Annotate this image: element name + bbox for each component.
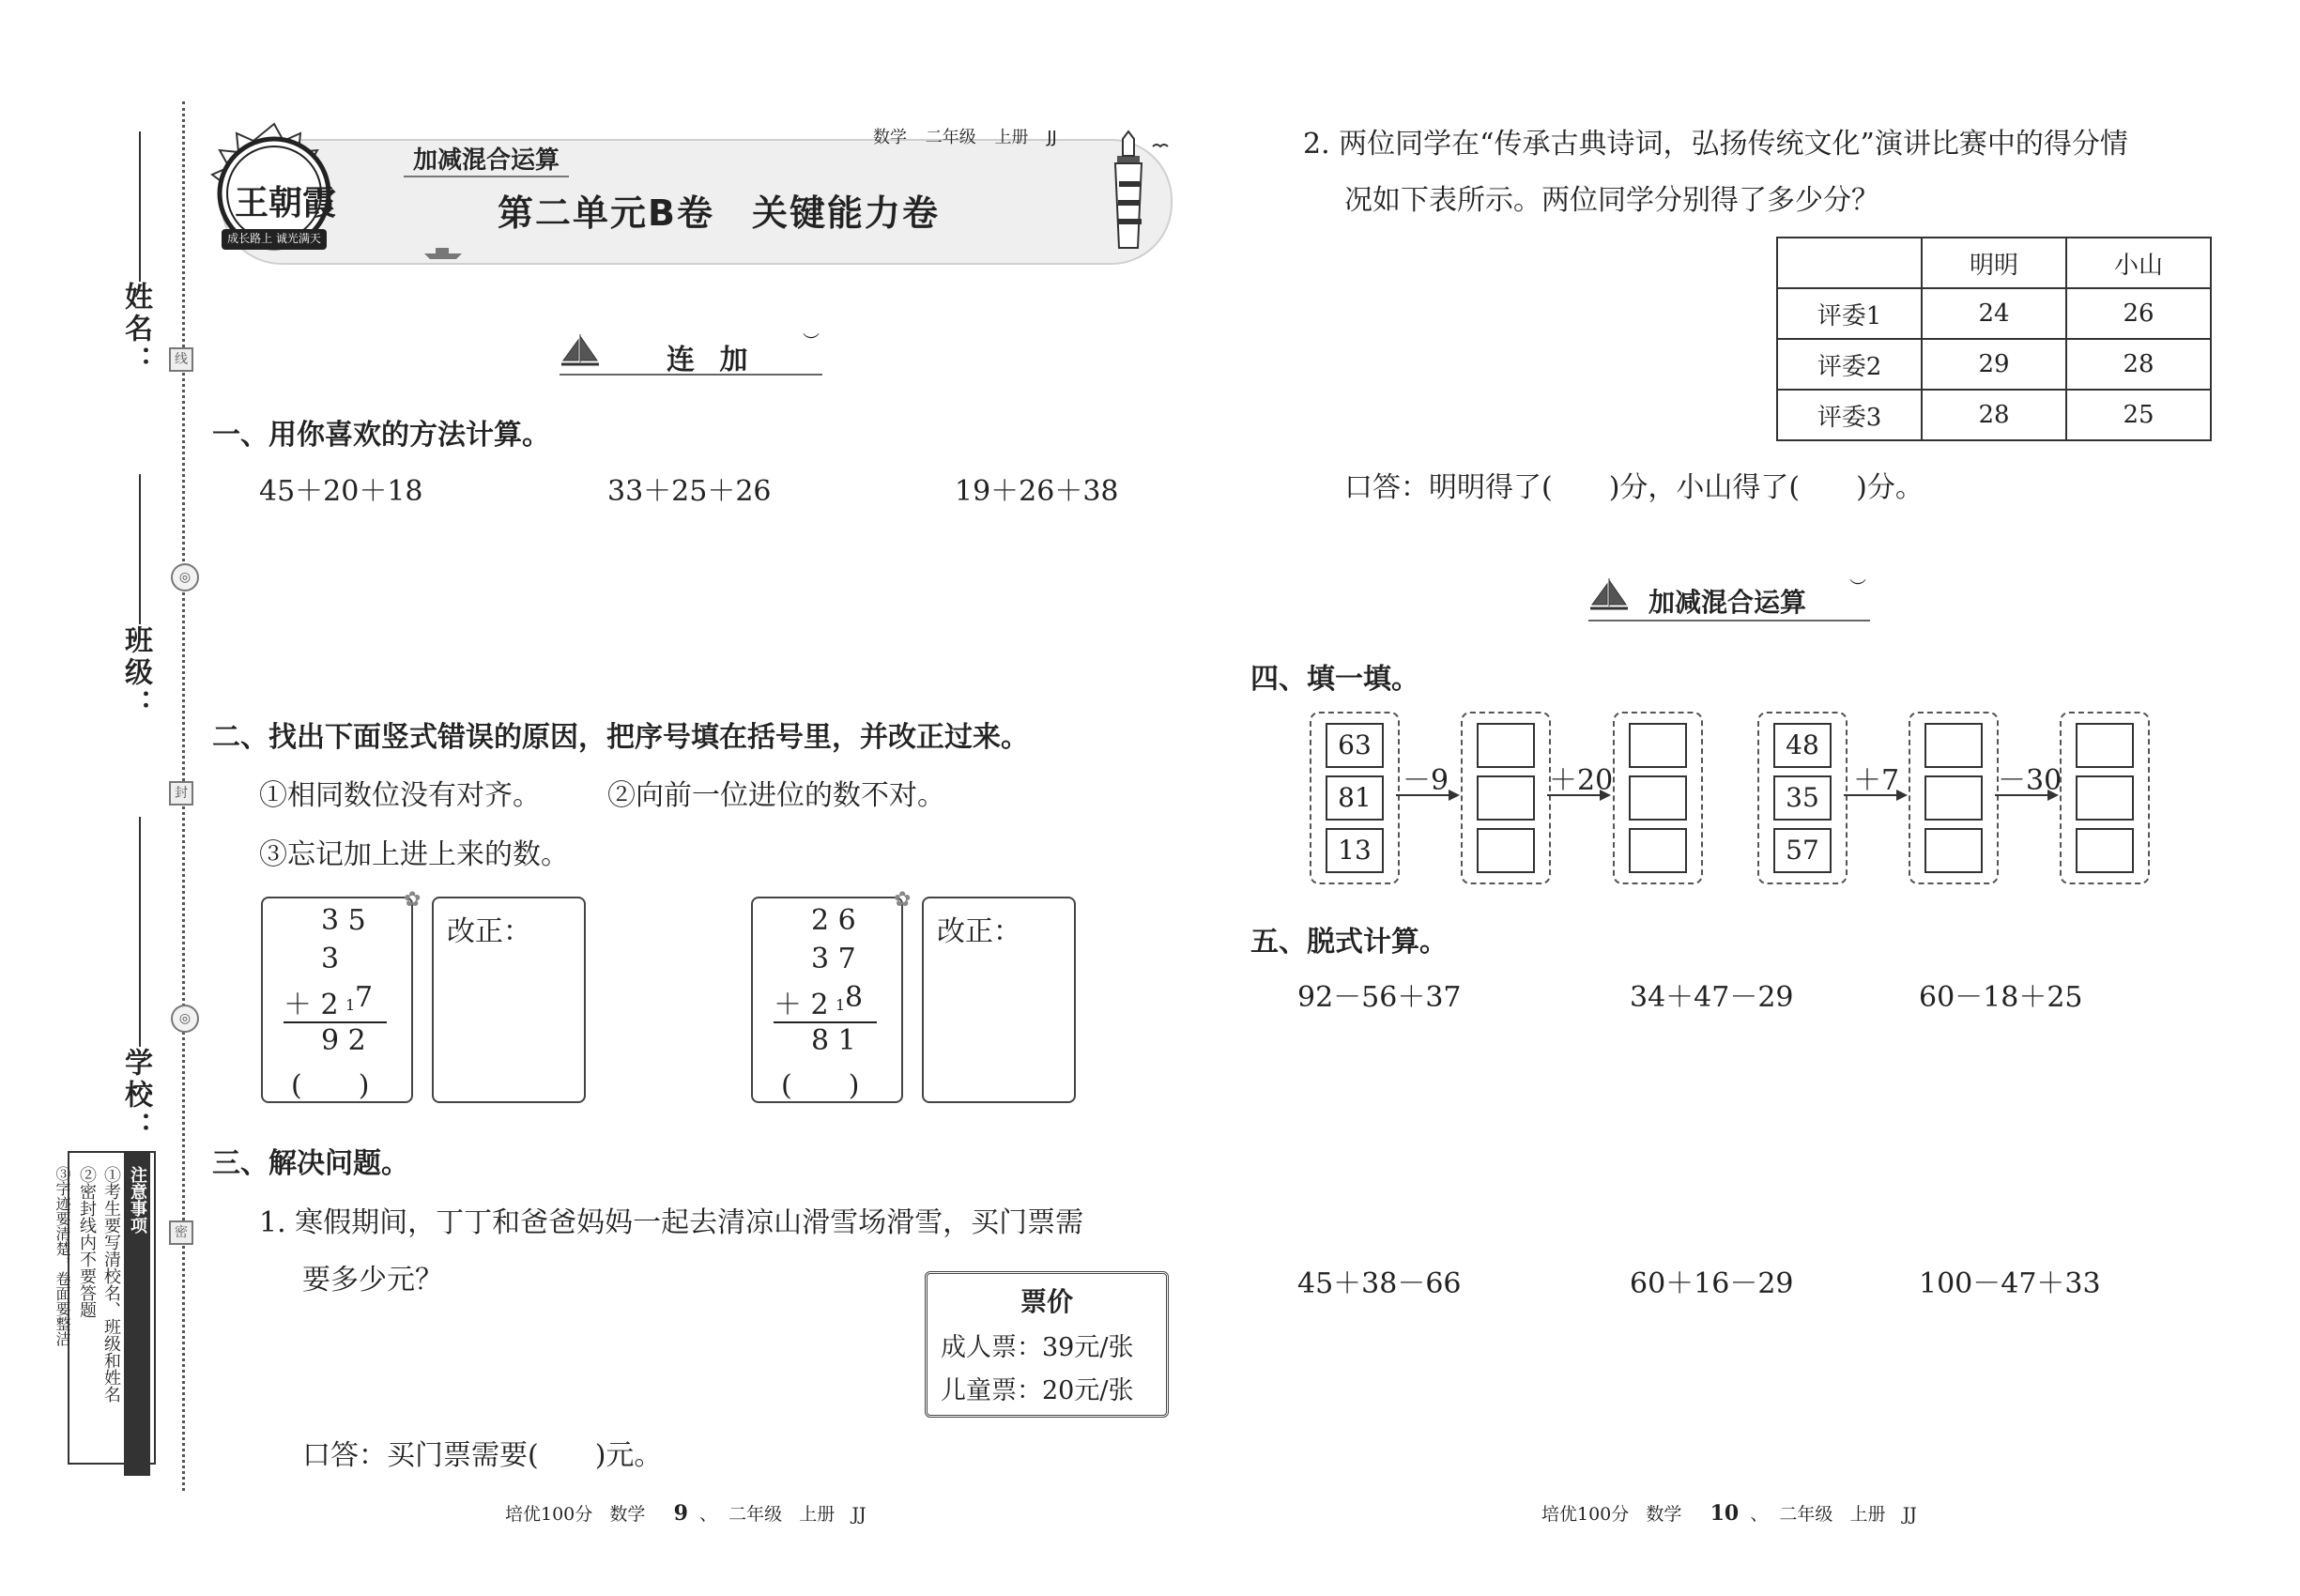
chain-start-value: 48 — [1773, 723, 1832, 768]
meta-term: 上册 — [994, 128, 1029, 147]
q3-problem-1-cont: 要多少元？ — [302, 1264, 443, 1297]
section-underline — [560, 374, 822, 376]
footer-version: JJ — [851, 1504, 866, 1525]
fix-box-2[interactable] — [922, 897, 1076, 1103]
chain-start-value: 57 — [1773, 828, 1832, 873]
q2-reason-3: ③忘记加上进上来的数。 — [259, 838, 569, 871]
arrow-icon — [1547, 794, 1609, 796]
q2-reason-1: ①相同数位没有对齐。 — [259, 779, 541, 812]
q1-title: 一、用你喜欢的方法计算。 — [212, 419, 550, 452]
chain1-step1-group — [1461, 712, 1551, 884]
q5-item: 60－18＋25 — [1919, 981, 2083, 1014]
arrow-icon — [1844, 794, 1906, 796]
q3-problem-2-cont: 况如下表所示。两位同学分别得了多少分？ — [1344, 184, 1879, 217]
calc-row: ＋ 2 — [774, 989, 829, 1021]
ticket-price-box — [925, 1271, 1169, 1418]
table-cell: 评委1 — [1777, 288, 1922, 339]
table-row — [1777, 339, 2211, 390]
calc-row: 3 — [321, 943, 340, 975]
footer-subject: 数学 — [1646, 1504, 1682, 1525]
answer-cell[interactable] — [1477, 828, 1535, 873]
calc-digit: 8 — [845, 981, 864, 1014]
name-field[interactable] — [139, 131, 141, 282]
fix-label: 改正： — [937, 915, 1021, 948]
ticket-title: 票价 — [1020, 1286, 1073, 1317]
calc-line — [774, 1021, 877, 1023]
unit-topic: 加减混合运算 — [404, 141, 569, 177]
ticket-adult: 成人票：39元/张 — [941, 1333, 1134, 1362]
footer-grade: 二年级 — [1779, 1504, 1833, 1525]
table-cell: 28 — [2066, 339, 2211, 390]
q3-answer[interactable]: 口答：买门票需要( )元。 — [302, 1439, 663, 1472]
q2-title: 二、找出下面竖式错误的原因，把序号填在括号里，并改正过来。 — [212, 721, 1029, 754]
page-number: 10 — [1710, 1501, 1740, 1526]
fix-box-1[interactable] — [432, 897, 586, 1103]
q5-item: 100－47＋33 — [1919, 1267, 2101, 1300]
q5-item: 92－56＋37 — [1297, 981, 1462, 1014]
table-header-row — [1777, 238, 2211, 288]
wrong-calc-box-1 — [261, 897, 413, 1103]
q5-item: 60＋16－29 — [1630, 1267, 1794, 1300]
table-cell: 25 — [2066, 390, 2211, 440]
table-cell: 评委2 — [1777, 339, 1922, 390]
arrow-icon — [1995, 794, 2057, 796]
clip-icon: ✿ — [894, 888, 912, 912]
notice-item: ②密封线内不要答题 — [77, 1166, 97, 1318]
calc-result: 9 2 — [321, 1024, 366, 1057]
chain1-op2: ＋20 — [1549, 764, 1614, 797]
answer-cell[interactable] — [1629, 723, 1687, 768]
q5-title: 五、脱式计算。 — [1250, 926, 1448, 959]
notice-item: ①考生要写清校名、班级和姓名 — [101, 1166, 121, 1403]
answer-paren[interactable]: ( ) — [781, 1069, 860, 1102]
lighthouse-icon — [1080, 128, 1183, 263]
answer-cell[interactable] — [1924, 723, 1983, 768]
q2-reason-2: ②向前一位进位的数不对。 — [607, 779, 945, 812]
chain-start-value: 13 — [1326, 828, 1384, 873]
chain2-op1: ＋7 — [1853, 764, 1900, 797]
q1-item: 33＋25＋26 — [607, 475, 772, 508]
meta-grade: 二年级 — [925, 128, 976, 147]
section-title-mixed: 加减混合运算 — [1648, 587, 1807, 618]
table-row — [1777, 390, 2211, 440]
footer-right: 培优100分 数学 10 、 二年级 上册 JJ — [1541, 1501, 1917, 1526]
q1-item: 45＋20＋18 — [259, 475, 423, 508]
wrong-calc-box-2 — [751, 897, 903, 1103]
answer-cell[interactable] — [1477, 723, 1535, 768]
table-header-cell — [1777, 238, 1922, 288]
table-cell: 28 — [1922, 390, 2066, 440]
section-title-lianjia: 连 加 — [667, 344, 756, 376]
answer-cell[interactable] — [1629, 775, 1687, 821]
chain2-step2-group — [2060, 712, 2150, 884]
footer-subject: 数学 — [609, 1504, 646, 1525]
table-cell: 评委3 — [1777, 390, 1922, 440]
page-title: 第二单元B卷 关键能力卷 — [498, 192, 940, 234]
calc-row: 3 7 — [811, 943, 856, 975]
binding-circle-icon: ◎ — [171, 563, 199, 591]
section-underline — [1588, 620, 1870, 622]
header-meta — [873, 124, 1070, 148]
calc-row: 2 6 — [811, 904, 856, 937]
chain-start-value: 63 — [1326, 723, 1384, 768]
chain1-op1: －9 — [1403, 764, 1449, 797]
school-label: 学校： — [119, 1048, 152, 1143]
answer-cell[interactable] — [2076, 723, 2134, 768]
binding-mark-seal: 封 — [169, 781, 193, 806]
notice-title: 注意事项 — [124, 1153, 150, 1476]
calc-row: 3 5 — [321, 904, 366, 937]
footer-brand: 培优100分 — [505, 1504, 593, 1525]
q5-item: 34＋47－29 — [1630, 981, 1794, 1014]
table-row — [1777, 288, 2211, 339]
table-header-cell: 小山 — [2066, 238, 2211, 288]
answer-cell[interactable] — [1477, 775, 1535, 821]
brand-name: 王朝霞 — [235, 184, 337, 223]
notice-box — [54, 1151, 156, 1465]
carry-digit: 1 — [836, 996, 846, 1014]
school-field[interactable] — [139, 817, 141, 1047]
table-cell: 24 — [1922, 288, 2066, 339]
chain-start-value: 81 — [1326, 775, 1384, 821]
name-label: 姓名： — [119, 282, 152, 377]
footer-brand: 培优100分 — [1541, 1504, 1630, 1525]
chain2-step1-group — [1909, 712, 1999, 884]
binding-circle-icon: ◎ — [171, 1005, 199, 1033]
answer-cell[interactable] — [1629, 828, 1687, 873]
chain2-start-group — [1757, 712, 1848, 884]
answer-cell[interactable] — [1924, 828, 1983, 873]
meta-subject: 数学 — [873, 128, 907, 147]
chain2-op2: －30 — [1998, 764, 2062, 797]
binding-mark-secret: 密 — [169, 1220, 193, 1245]
score-table — [1776, 237, 2212, 441]
notice-item: ③字迹要清楚，卷面要整洁 — [54, 1166, 71, 1346]
ticket-child: 儿童票：20元/张 — [941, 1376, 1134, 1405]
chain1-step2-group — [1613, 712, 1703, 884]
fix-label: 改正： — [447, 915, 531, 948]
arrow-icon — [1396, 794, 1458, 796]
clip-icon: ✿ — [404, 888, 422, 912]
q5-item: 45＋38－66 — [1297, 1267, 1462, 1300]
q3-title: 三、解决问题。 — [212, 1147, 409, 1180]
answer-cell[interactable] — [1924, 775, 1983, 821]
class-label: 班级： — [119, 625, 152, 721]
q4-title: 四、填一填。 — [1250, 663, 1419, 696]
footer-term: 上册 — [799, 1504, 836, 1525]
answer-cell[interactable] — [2076, 775, 2134, 821]
binding-mark-line: 线 — [169, 347, 193, 372]
calc-row: ＋ 2 — [284, 989, 339, 1021]
brand-tagline: 成长路上 诚光满天 — [227, 232, 321, 245]
table-cell: 29 — [1922, 339, 2066, 390]
page-number: 9 — [673, 1501, 688, 1526]
footer-grade: 二年级 — [728, 1504, 783, 1525]
q1-item: 19＋26＋38 — [955, 475, 1119, 508]
sailboat-icon — [560, 332, 601, 374]
calc-result: 8 1 — [811, 1024, 856, 1057]
footer-version: JJ — [1902, 1504, 1917, 1525]
ship-icon — [422, 246, 464, 265]
sailboat-icon — [1588, 576, 1630, 618]
calc-line — [284, 1021, 387, 1023]
answer-paren[interactable]: ( ) — [291, 1069, 370, 1102]
q3-problem-1: 1. 寒假期间，丁丁和爸爸妈妈一起去清凉山滑雪场滑雪，买门票需 — [259, 1206, 1084, 1239]
calc-digit: 7 — [355, 981, 374, 1014]
bird-icon: ︶ — [1849, 578, 1866, 598]
footer-left: 培优100分 数学 9 、 二年级 上册 JJ — [505, 1501, 866, 1526]
table-header-cell: 明明 — [1922, 238, 2066, 288]
answer-cell[interactable] — [2076, 828, 2134, 873]
chain1-start-group — [1310, 712, 1400, 884]
bird-icon: ︶ — [803, 332, 820, 352]
class-field[interactable] — [139, 474, 141, 624]
q3-problem-2-answer[interactable]: 口答：明明得了( )分，小山得了( )分。 — [1344, 471, 1924, 504]
chain-start-value: 35 — [1773, 775, 1832, 821]
q3-problem-2: 2. 两位同学在“传承古典诗词，弘扬传统文化”演讲比赛中的得分情 — [1303, 128, 2128, 161]
meta-version: JJ — [1047, 128, 1057, 147]
table-cell: 26 — [2066, 288, 2211, 339]
carry-digit: 1 — [345, 996, 356, 1014]
footer-term: 上册 — [1849, 1504, 1886, 1525]
